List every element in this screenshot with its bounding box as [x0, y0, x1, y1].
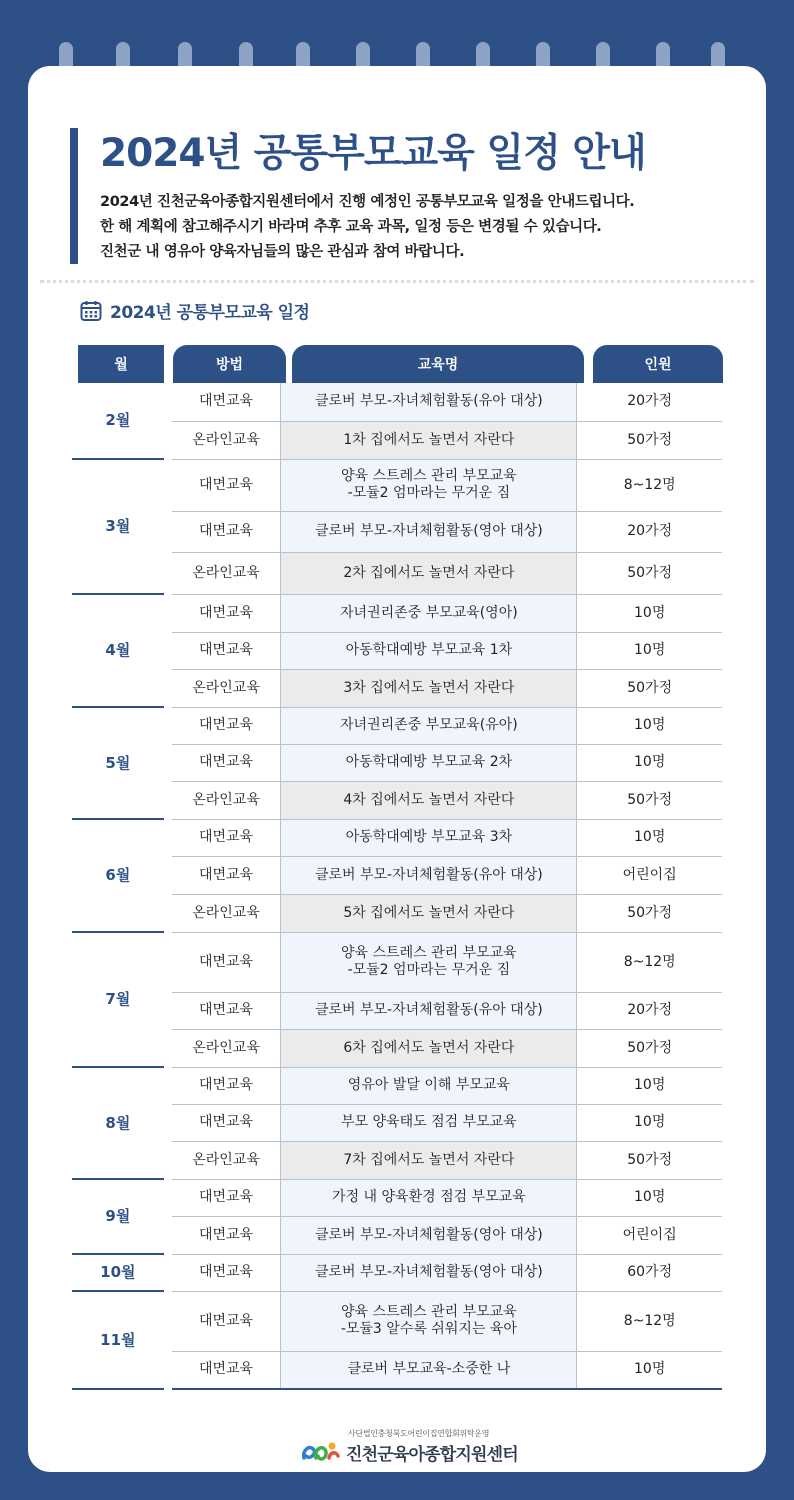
method-cell: 온라인교육	[172, 669, 281, 707]
course-line: 아동학대예방 부모교육 2차	[345, 754, 513, 770]
method-cell: 대면교육	[172, 594, 281, 632]
method-cell: 온라인교육	[172, 894, 281, 932]
course-cell	[281, 459, 577, 511]
course-line: 영유아 발달 이해 부모교육	[347, 1077, 510, 1093]
course-line: 가정 내 양육환경 점검 부모교육	[332, 1189, 526, 1205]
course-line: 4차 집에서도 놀면서 자란다	[343, 791, 515, 808]
center-name: 진천군육아종합지원센터	[346, 1445, 518, 1465]
course-cell	[281, 421, 577, 459]
people-cell: 50가정	[577, 894, 722, 932]
section-title: 2024년 공통부모교육 일정	[110, 303, 310, 323]
method-cell: 온라인교육	[172, 421, 281, 459]
month-cell: 11월	[72, 1291, 164, 1389]
course-line: 클로버 부모-자녀체험활동(유아 대상)	[314, 1002, 543, 1018]
course-line: -모듈3 알수록 쉬워지는 육아	[340, 1321, 517, 1337]
course-line: 자녀권리존중 부모교육(영아)	[340, 604, 518, 621]
month-gap	[164, 707, 172, 819]
course-cell	[281, 1067, 577, 1104]
course-line: 양육 스트레스 관리 부모교육	[341, 468, 517, 484]
method-cell: 대면교육	[172, 511, 281, 552]
people-cell: 10명	[577, 1104, 722, 1141]
course-line: 아동학대예방 부모교육 3차	[345, 829, 513, 845]
table-row	[72, 383, 722, 421]
people-cell: 10명	[577, 707, 722, 744]
table-row	[72, 1291, 722, 1351]
people-cell: 10명	[577, 1067, 722, 1104]
intro-line: 진천군 내 영유아 양육자님들의 많은 관심과 참여 바랍니다.	[100, 244, 465, 260]
month-cell: 3월	[72, 459, 164, 594]
course-cell	[281, 707, 577, 744]
intro-line: 한 해 계획에 참고해주시기 바라며 추후 교육 과목, 일정 등은 변경될 수 있습니다.	[100, 219, 602, 235]
table-row	[72, 932, 722, 992]
people-cell: 10명	[577, 744, 722, 781]
course-line: 클로버 부모교육-소중한 나	[347, 1361, 511, 1378]
table-row	[72, 459, 722, 511]
month-gap	[164, 1291, 172, 1389]
method-cell: 대면교육	[172, 1179, 281, 1216]
method-cell: 대면교육	[172, 1104, 281, 1141]
course-line: 3차 집에서도 놀면서 자란다	[343, 679, 515, 696]
method-cell: 대면교육	[172, 1216, 281, 1254]
table-header	[0, 345, 794, 383]
course-line: 부모 양육태도 점검 부모교육	[341, 1114, 517, 1130]
people-cell: 50가정	[577, 781, 722, 819]
course-line: 아동학대예방 부모교육 1차	[345, 642, 513, 658]
month-gap	[164, 383, 172, 459]
people-cell: 10명	[577, 819, 722, 856]
table-row	[72, 1067, 722, 1104]
course-line: 7차 집에서도 놀면서 자란다	[343, 1151, 515, 1168]
method-cell: 대면교육	[172, 459, 281, 511]
method-cell: 대면교육	[172, 744, 281, 781]
people-cell: 어린이집	[577, 1216, 722, 1254]
course-cell	[281, 819, 577, 856]
people-cell: 50가정	[577, 421, 722, 459]
course-line: 1차 집에서도 놀면서 자란다	[343, 431, 515, 448]
course-line: 클로버 부모-자녀체험활동(영아 대상)	[314, 1264, 543, 1280]
course-cell	[281, 1104, 577, 1141]
month-cell: 6월	[72, 819, 164, 932]
method-cell: 대면교육	[172, 1291, 281, 1351]
people-cell: 10명	[577, 1179, 722, 1216]
people-cell: 어린이집	[577, 856, 722, 894]
title-block	[70, 128, 730, 264]
month-gap	[164, 594, 172, 707]
course-cell	[281, 511, 577, 552]
course-line: 양육 스트레스 관리 부모교육	[341, 1304, 517, 1320]
month-gap	[164, 932, 172, 1067]
month-gap	[164, 819, 172, 932]
month-gap	[164, 1067, 172, 1179]
center-logo-icon	[300, 1438, 344, 1464]
month-cell: 5월	[72, 707, 164, 819]
month-cell: 2월	[72, 383, 164, 459]
method-cell: 대면교육	[172, 383, 281, 421]
header-course: 교육명	[292, 345, 584, 383]
intro-text	[100, 190, 730, 265]
course-cell	[281, 632, 577, 669]
course-line: 양육 스트레스 관리 부모교육	[341, 945, 517, 961]
course-line: 클로버 부모-자녀체험활동(영아 대상)	[314, 1226, 543, 1243]
section-heading	[80, 298, 309, 323]
course-cell	[281, 552, 577, 594]
people-cell: 20가정	[577, 511, 722, 552]
course-line: 5차 집에서도 놀면서 자란다	[343, 904, 515, 921]
method-cell: 온라인교육	[172, 552, 281, 594]
page-title: 2024년 공통부모교육 일정 안내	[100, 131, 646, 176]
course-line: 클로버 부모-자녀체험활동(유아 대상)	[314, 393, 543, 410]
month-cell: 9월	[72, 1179, 164, 1254]
method-cell: 대면교육	[172, 632, 281, 669]
course-cell	[281, 856, 577, 894]
method-cell: 대면교육	[172, 932, 281, 992]
dotted-divider	[40, 280, 754, 283]
course-cell	[281, 1254, 577, 1291]
table-row	[72, 1179, 722, 1216]
people-cell: 50가정	[577, 552, 722, 594]
people-cell: 50가정	[577, 1141, 722, 1179]
table-row	[72, 707, 722, 744]
month-gap	[164, 1254, 172, 1291]
method-cell: 온라인교육	[172, 1029, 281, 1067]
people-cell: 50가정	[577, 669, 722, 707]
people-cell: 60가정	[577, 1254, 722, 1291]
method-cell: 온라인교육	[172, 1141, 281, 1179]
calendar-icon	[80, 300, 102, 322]
people-cell: 8~12명	[577, 932, 722, 992]
method-cell: 대면교육	[172, 1067, 281, 1104]
footer-logo	[300, 1428, 540, 1468]
course-line: 2차 집에서도 놀면서 자란다	[343, 564, 515, 581]
month-gap	[164, 1179, 172, 1254]
course-cell	[281, 1029, 577, 1067]
method-cell: 대면교육	[172, 856, 281, 894]
table-row	[72, 819, 722, 856]
course-line: -모듈2 엄마라는 무거운 짐	[347, 485, 511, 501]
month-cell: 10월	[72, 1254, 164, 1291]
course-cell	[281, 1141, 577, 1179]
course-cell	[281, 894, 577, 932]
header-month: 월	[78, 345, 164, 383]
course-cell	[281, 1216, 577, 1254]
people-cell: 10명	[577, 1351, 722, 1389]
people-cell: 10명	[577, 594, 722, 632]
course-cell	[281, 383, 577, 421]
course-line: 클로버 부모-자녀체험활동(유아 대상)	[314, 866, 543, 883]
method-cell: 온라인교육	[172, 781, 281, 819]
method-cell: 대면교육	[172, 819, 281, 856]
method-cell: 대면교육	[172, 1254, 281, 1291]
people-cell: 8~12명	[577, 459, 722, 511]
people-cell: 20가정	[577, 383, 722, 421]
course-cell	[281, 992, 577, 1029]
people-cell: 20가정	[577, 992, 722, 1029]
month-cell: 8월	[72, 1067, 164, 1179]
course-cell	[281, 1179, 577, 1216]
method-cell: 대면교육	[172, 707, 281, 744]
table-row	[72, 1254, 722, 1291]
people-cell: 10명	[577, 632, 722, 669]
month-cell: 7월	[72, 932, 164, 1067]
course-cell	[281, 744, 577, 781]
org-caption: 사단법인충청북도어린이집연합회위탁운영	[348, 1429, 490, 1438]
month-gap	[164, 459, 172, 594]
header-people: 인원	[593, 345, 723, 383]
people-cell: 50가정	[577, 1029, 722, 1067]
course-cell	[281, 781, 577, 819]
header-method: 방법	[173, 345, 286, 383]
method-cell: 대면교육	[172, 992, 281, 1029]
course-cell	[281, 932, 577, 992]
course-line: 6차 집에서도 놀면서 자란다	[343, 1039, 515, 1056]
table-row	[72, 594, 722, 632]
month-cell: 4월	[72, 594, 164, 707]
course-cell	[281, 594, 577, 632]
course-cell	[281, 1291, 577, 1351]
intro-line: 2024년 진천군육아종합지원센터에서 진행 예정인 공통부모교육 일정을 안내드립니다.	[100, 194, 635, 210]
course-line: -모듈2 엄마라는 무거운 짐	[347, 962, 511, 978]
method-cell: 대면교육	[172, 1351, 281, 1389]
course-cell	[281, 669, 577, 707]
schedule-table	[72, 383, 722, 1390]
people-cell: 8~12명	[577, 1291, 722, 1351]
course-line: 클로버 부모-자녀체험활동(영아 대상)	[314, 523, 543, 539]
course-cell	[281, 1351, 577, 1389]
course-line: 자녀권리존중 부모교육(유아)	[340, 717, 518, 733]
